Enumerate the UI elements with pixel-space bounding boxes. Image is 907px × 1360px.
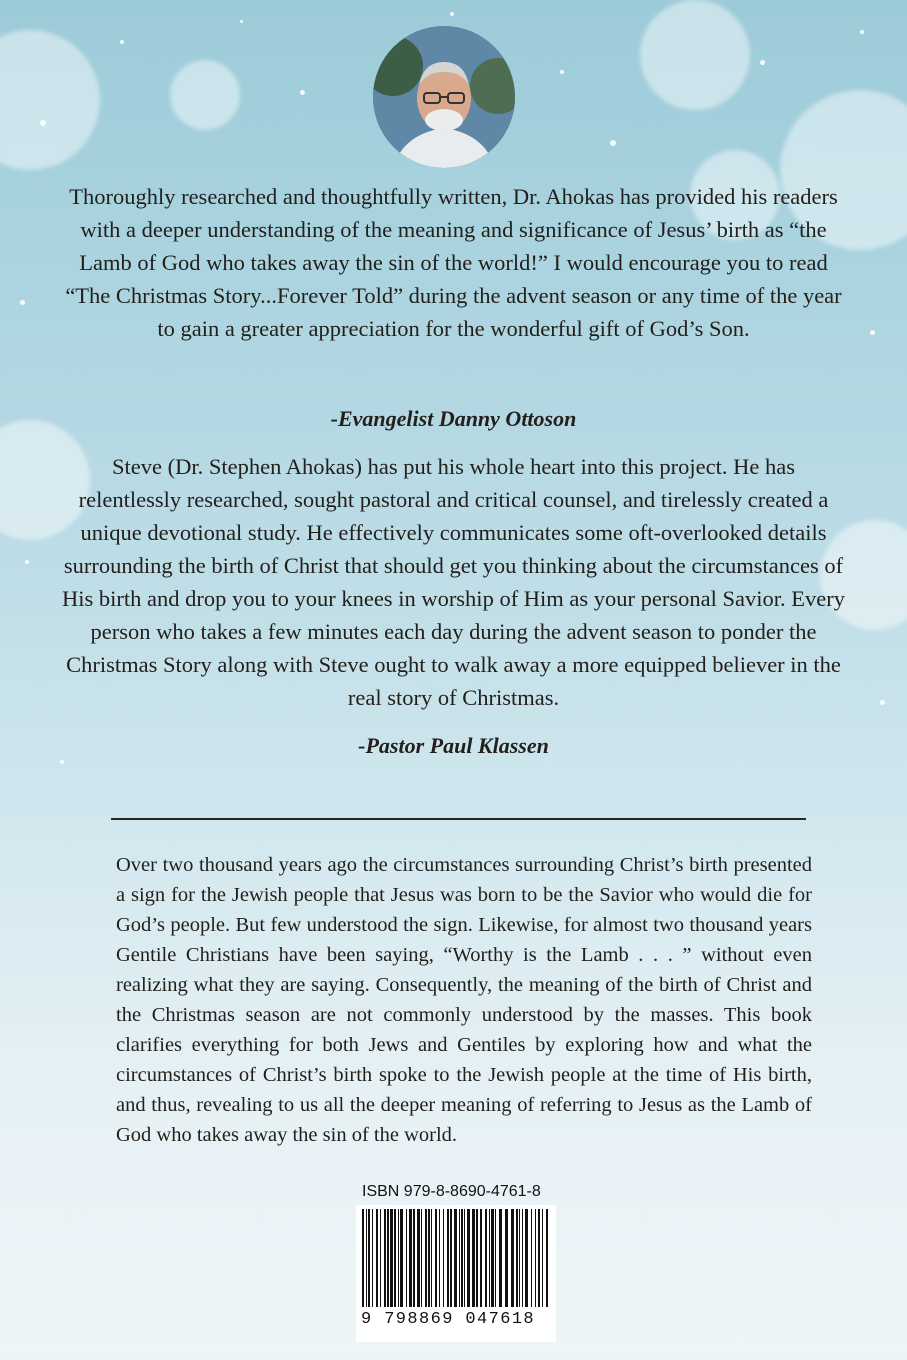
barcode-bar (516, 1209, 518, 1307)
barcode-bar (435, 1209, 437, 1307)
barcode-bar (495, 1209, 496, 1307)
barcode-bar (394, 1209, 396, 1307)
barcode-bar (439, 1209, 440, 1307)
barcode-bar (398, 1209, 399, 1307)
barcode-bar (476, 1209, 478, 1307)
barcode-bar (428, 1209, 430, 1307)
barcode-bar (400, 1209, 403, 1307)
barcode-bar (464, 1209, 465, 1307)
barcode-bar (522, 1209, 523, 1307)
barcode-bar (376, 1209, 378, 1307)
barcode-bar (535, 1209, 536, 1307)
barcode-bar (531, 1209, 532, 1307)
barcode-bar (421, 1209, 422, 1307)
barcode-bar (447, 1209, 449, 1307)
barcode-bar (431, 1209, 432, 1307)
author-portrait-icon (373, 26, 515, 168)
barcode-bar (467, 1209, 470, 1307)
barcode-bar (525, 1209, 528, 1307)
barcode-bar (485, 1209, 487, 1307)
endorsement-attribution: -Pastor Paul Klassen (358, 733, 549, 758)
barcode-bar (480, 1209, 482, 1307)
barcode-bar (387, 1209, 389, 1307)
barcode-bar (491, 1209, 494, 1307)
barcode-bar (443, 1209, 444, 1307)
barcode-bar (372, 1209, 373, 1307)
barcode-bar (450, 1209, 452, 1307)
barcode-bar (472, 1209, 475, 1307)
isbn-label: ISBN 979-8-8690-4761-8 (362, 1183, 541, 1200)
barcode-bar (380, 1209, 381, 1307)
author-photo (373, 26, 515, 168)
endorsement-attribution: -Evangelist Danny Ottoson (330, 406, 577, 431)
barcode-digits: 9 798869 047618 (361, 1310, 536, 1329)
barcode-bar (384, 1209, 386, 1307)
book-description: Over two thousand years ago the circumstances surrounding Christ’s birth presented a sign for the Jewish people that Jesus was born to be the Savior who would die for God’s people. But few understood the sign. Likewise, for almost two thousand years Gentile Christians have been saying, “Worthy is the Lamb . . . ” without even realizing what they are saying. Consequently, the meaning of the birth of Christ and the Christmas season are not commonly understood by the masses. This book clarifies everything for both Jews and Gentiles by exploring how and what the circumstances of Christ’s birth spoke to the Jewish people at the time of His birth, and thus, revealing to us all the deeper meaning of referring to Jesus as the Lamb of God who takes away the sin of the world. (116, 854, 812, 1146)
barcode-bar (454, 1209, 457, 1307)
barcode-bar (511, 1209, 514, 1307)
barcode-bar (459, 1209, 460, 1307)
barcode-bar (542, 1209, 543, 1307)
barcode-bar (368, 1209, 370, 1307)
barcode-icon (356, 1205, 556, 1310)
barcode-bar (406, 1209, 407, 1307)
barcode-bar (499, 1209, 502, 1307)
endorsement-text: Steve (Dr. Stephen Ahokas) has put his whole heart into this project. He has relentlessly researched, sought pastoral and critical counsel, and tirelessly created a unique devotional study. He effectively communicates some oft-overlooked details surrounding the birth of Christ that should get you thinking about the circumstances of His birth and drop you to your knees in worship of Him as your personal Savior. Every person who takes a few minutes each day during the advent season to ponder the Christmas Story along with Steve ought to walk away a more equipped believer in the real story of Christmas. (61, 454, 845, 710)
divider (111, 818, 806, 820)
barcode-bar (366, 1209, 367, 1307)
barcode-bar (489, 1209, 490, 1307)
barcode-bar (390, 1209, 393, 1307)
barcode-bar (413, 1209, 415, 1307)
barcode-bar (519, 1209, 520, 1307)
barcode-bar (417, 1209, 420, 1307)
barcode-bar (461, 1209, 463, 1307)
barcode-bar (538, 1209, 540, 1307)
barcode-bar (546, 1209, 548, 1307)
barcode-bar (505, 1209, 508, 1307)
barcode-bar (425, 1209, 427, 1307)
barcode-bar (409, 1209, 412, 1307)
barcode-bar (362, 1209, 364, 1307)
endorsement-text: Thoroughly researched and thoughtfully written, Dr. Ahokas has provided his readers with a deeper understanding of the meaning and significance of Jesus’ birth as “the Lamb of God who takes away the sin of the world!” I would encourage you to read “The Christmas Story...Forever Told” during the advent season or any time of the year to gain a greater appreciation for the wonderful gift of God’s Son. (65, 184, 842, 341)
